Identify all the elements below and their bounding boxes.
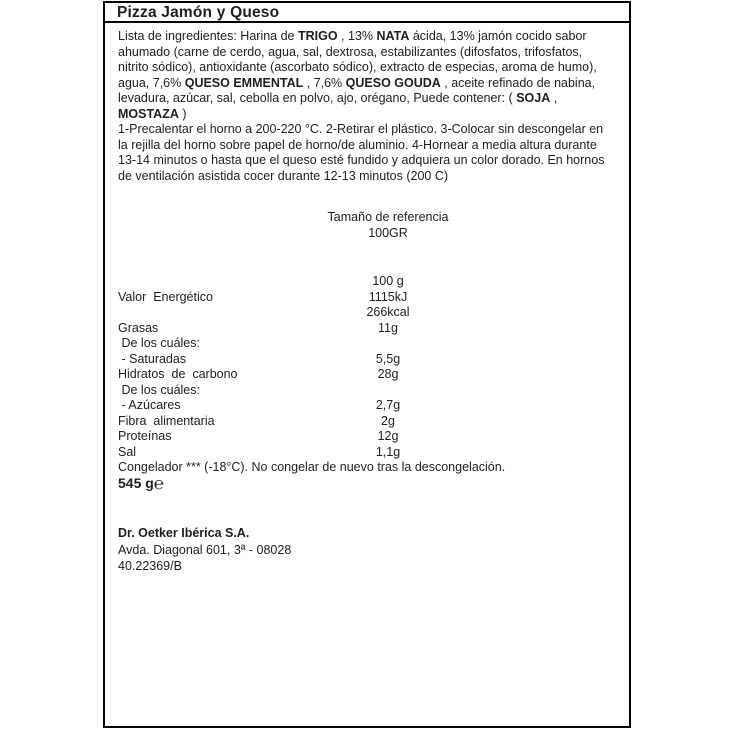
ingredient-segment-allergen: QUESO GOUDA	[345, 75, 441, 90]
nutrition-row	[118, 445, 615, 461]
ingredient-segment: ,	[550, 91, 558, 105]
nutrition-label: Sal	[118, 444, 137, 459]
nutrition-value: 266kcal	[366, 305, 410, 319]
nutrition-label: - Azúcares	[118, 398, 181, 412]
nutrition-row	[118, 367, 615, 383]
nutrition-value: 12g	[377, 429, 399, 443]
ingredient-segment-allergen: NATA	[376, 29, 410, 43]
storage-instructions: Congelador *** (-18°C). No congelar de nuevo tras la descongelación.	[118, 460, 506, 474]
nutrition-value: 28g	[377, 367, 399, 381]
ingredient-segment: ácida, 13% jamón cocido sabor ahumado (carne de cerdo, agua, sal, dextrosa, estabilizantes (difosfatos, trifosfatos, nitrito sódico), antioxidante (ascorbato sódico), extracto de especias, aroma de humo), agua, 7,6%	[118, 29, 597, 90]
nutrition-reference-header	[238, 210, 538, 241]
nutrition-value: 1115kJ	[368, 289, 408, 304]
nutrition-row	[118, 305, 615, 321]
ingredient-segment-allergen: MOSTAZA	[118, 106, 179, 121]
product-title: Pizza Jamón y Queso	[105, 3, 629, 23]
nutrition-row	[118, 398, 615, 414]
nutrition-row	[118, 383, 615, 399]
ingredient-segment: , 7,6%	[303, 75, 346, 90]
ingredient-segment: )	[178, 106, 187, 121]
nutrition-row	[118, 274, 615, 290]
ingredients-paragraph	[118, 29, 615, 122]
nutrition-value: 100 g	[372, 274, 404, 288]
ingredient-segment: Lista de ingredientes: Harina de	[118, 29, 298, 43]
nutrition-value: 2,7g	[375, 398, 401, 412]
nutrition-value: 1,1g	[375, 444, 401, 459]
nutrition-label: Proteínas	[118, 429, 172, 443]
manufacturer-name: Dr. Oetker Ibérica S.A.	[118, 526, 250, 540]
manufacturer-registration: 40.22369/B	[118, 559, 182, 573]
net-weight-value: 545 g	[118, 474, 154, 491]
ingredient-segment-allergen: QUESO EMMENTAL	[184, 75, 304, 90]
nutrition-reference-size: 100GR	[368, 225, 408, 240]
manufacturer-address: Avda. Diagonal 601, 3ª - 08028	[118, 542, 292, 557]
net-weight	[118, 473, 615, 493]
nutrition-label: De los cuáles:	[118, 382, 200, 397]
nutrition-value: 5,5g	[375, 351, 401, 366]
nutrition-label: Fibra alimentaria	[118, 413, 215, 428]
nutrition-row	[118, 336, 615, 352]
nutrition-value: 2g	[381, 413, 395, 428]
nutrition-label: De los cuáles:	[118, 336, 200, 350]
nutrition-row	[118, 429, 615, 445]
nutrition-value: 11g	[378, 320, 398, 335]
preparation-instructions: 1-Precalentar el horno a 200-220 °C. 2-Retirar el plástico. 3-Colocar sin descongelar en la rejilla del horno sobre papel de horno/de aluminio. 4-Hornear a media altura durante 13-14 minutos o hasta que el queso esté fundido y adquiera un color dorado. En hornos de ventilación asistida cocer durante 12-13 minutos (200 C)	[118, 122, 605, 183]
nutrition-row	[118, 414, 615, 430]
nutrition-row	[118, 352, 615, 368]
nutrition-reference-title: Tamaño de referencia	[327, 210, 449, 224]
nutrition-label: Grasas	[118, 320, 159, 335]
nutrition-label: - Saturadas	[118, 351, 187, 366]
nutrition-label: Valor Energético	[118, 289, 213, 304]
nutrition-label: Hidratos de carbono	[118, 367, 238, 381]
label-content	[105, 23, 629, 575]
product-label-frame	[103, 1, 631, 728]
nutrition-row	[118, 290, 615, 306]
manufacturer-block	[118, 525, 615, 575]
estimated-sign: ℮	[153, 473, 165, 493]
nutrition-row	[118, 321, 615, 337]
ingredient-segment-allergen: SOJA	[516, 91, 551, 105]
ingredient-segment: , aceite refinado de nabina, levadura, azúcar, sal, cebolla en polvo, ajo, orégano, Puede contener: (	[118, 75, 596, 105]
nutrition-table	[118, 274, 615, 460]
ingredient-segment: , 13%	[337, 29, 377, 43]
ingredient-segment-allergen: TRIGO	[297, 29, 338, 43]
